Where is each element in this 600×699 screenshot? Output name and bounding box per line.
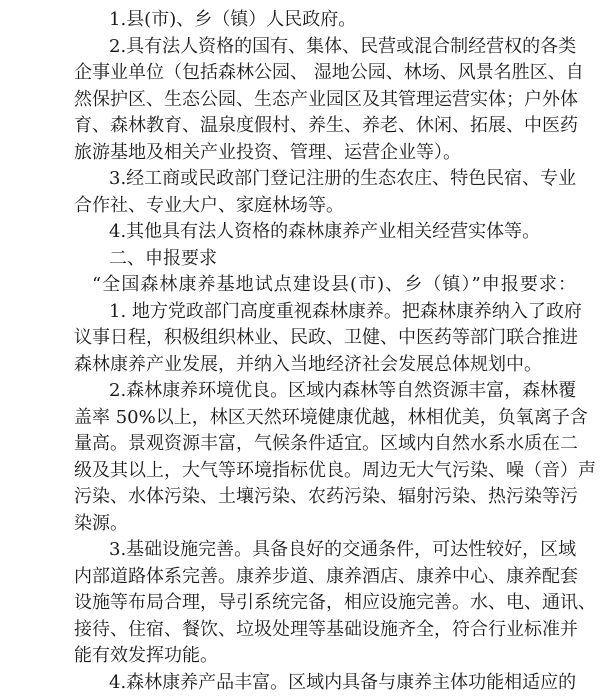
text-line: 染源。 (74, 513, 128, 534)
text-line: 3.基础设施完善。具备良好的交通条件，可达性较好，区域 (109, 539, 577, 560)
text-line: 内部道路体系完善。康养步道、康养酒店、康养中心、康养配套 (74, 566, 578, 587)
text-line: 4.其他具有法人资格的森林康养产业相关经营实体等。 (109, 221, 541, 242)
text-line: 盖率 50%以上，林区天然环境健康优越，林相优美，负氧离子含 (74, 407, 588, 428)
text-line: 2.具有法人资格的国有、集体、民营或混合制经营权的各类 (109, 36, 577, 57)
text-line: 森林康养产业发展，并纳入当地经济社会发展总体规划中。 (74, 354, 542, 375)
text-line: 然保护区、生态公园、生态产业园区及其管理运营实体；户外体 (74, 89, 578, 110)
text-line: 3.经工商或民政部门登记注册的生态农庄、特色民宿、专业 (109, 168, 577, 189)
text-line: 污染、水体污染、土壤污染、农药污染、辐射污染、热污染等污 (74, 486, 578, 507)
text-line: 1. 地方党政部门高度重视森林康养。把森林康养纳入了政府 (109, 301, 582, 322)
text-line: 企事业单位（包括森林公园、 湿地公园、林场、风景名胜区、自 (74, 62, 584, 83)
text-line: 合作社、专业大户、家庭林场等。 (74, 195, 344, 216)
text-line: “全国森林康养基地试点建设县(市)、乡（镇）”申报要求： (92, 274, 576, 295)
text-line: 育、森林教育、温泉度假村、养生、养老、休闲、拓展、中医药 (74, 115, 578, 136)
text-line: 设施等布局合理，导引系统完备，相应设施完善。水、电、通讯、 (74, 592, 596, 613)
text-line: 2.森林康养环境优良。区域内森林等自然资源丰富，森林覆 (109, 380, 577, 401)
text-line: 接待、住宿、餐饮、垃圾处理等基础设施齐全，符合行业标准并 (74, 619, 578, 640)
text-line: 级及其以上，大气等环境指标优良。周边无大气污染、噪（音）声 (74, 460, 596, 481)
text-line: 议事日程，积极组织林业、民政、卫健、中医药等部门联合推进 (74, 327, 578, 348)
text-line: 4.森林康养产品丰富。区域内具备与康养主体功能相适应的 (109, 672, 577, 693)
section-heading: 二、申报要求 (109, 248, 217, 269)
text-line: 旅游基地及相关产业投资、管理、运营企业等）。 (74, 142, 461, 163)
text-line: 能有效发挥功能。 (74, 645, 218, 666)
text-line: 1.县(市)、乡（镇）人民政府。 (109, 9, 357, 30)
text-line: 量高。景观资源丰富，气候条件适宜。区域内自然水系水质在二 (74, 433, 578, 454)
